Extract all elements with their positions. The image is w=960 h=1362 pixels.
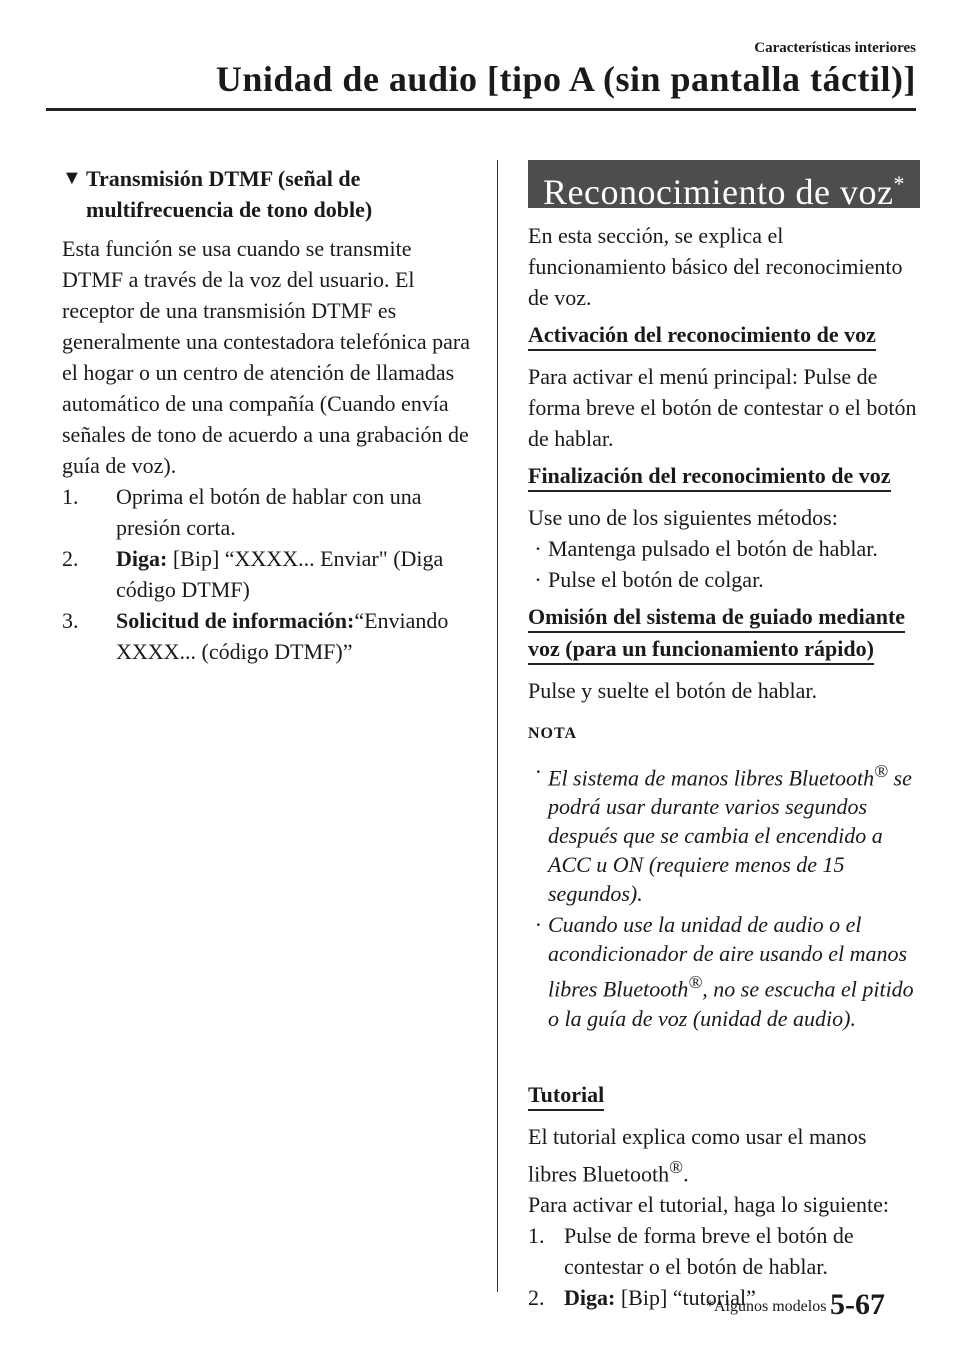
footnote: *Algunos modelos	[706, 1298, 827, 1315]
left-column	[62, 163, 474, 667]
step-number: 1.	[62, 484, 79, 509]
note-text: El sistema de manos libres Bluetooth	[548, 765, 875, 791]
banner-text: Reconocimiento de voz	[543, 172, 894, 212]
tutorial-heading: Tutorial	[528, 1083, 604, 1111]
note-text-cont: se podrá usar durante varios segundos después que se cambia el encendido a ACC u ON (requiere menos de 15 segundos).	[548, 765, 912, 907]
step-text: [Bip] “tutorial”	[615, 1284, 756, 1310]
activation-paragraph: Para activar el menú principal: Pulse de forma breve el botón de contestar o el botón de hablar.	[528, 364, 917, 451]
dtmf-heading	[62, 163, 474, 225]
tutorial-text: El tutorial explica como usar el manos libres Bluetooth	[528, 1123, 867, 1186]
dtmf-heading-text: Transmisión DTMF (señal de multifrecuencia de tono doble)	[86, 166, 373, 222]
note-text-cont: , no se escucha el pitido o la guía de voz (unidad de audio).	[548, 976, 914, 1031]
list-item	[62, 605, 474, 667]
spacer	[528, 1033, 920, 1073]
list-item	[528, 1220, 920, 1282]
step-bold: Diga:	[564, 1284, 616, 1310]
omission-heading-cont: voz (para un funcionamiento rápido)	[528, 637, 874, 665]
bullet-text: Mantenga pulsado el botón de hablar.	[548, 536, 878, 561]
tutorial-text-end: .	[683, 1160, 689, 1186]
section-banner	[528, 160, 920, 212]
note-text: Cuando use la unidad de audio o el acondicionador de aire usando el manos libres Bluetooth	[548, 912, 908, 1002]
column-divider	[497, 160, 498, 1292]
list-item	[528, 564, 920, 595]
step-number: 3.	[62, 608, 79, 633]
triangle-down-icon: ▼	[62, 167, 82, 189]
registered-mark: ®	[874, 761, 889, 781]
list-item	[62, 481, 474, 543]
bullet-icon: ·	[534, 536, 542, 561]
registered-mark: ®	[669, 1156, 684, 1177]
finalization-paragraph: Use uno de los siguientes métodos:	[528, 505, 838, 530]
step-text: “Enviando XXXX... (código DTMF)”	[116, 608, 449, 664]
dtmf-steps	[62, 481, 474, 667]
page-number: 5-67	[830, 1288, 885, 1321]
tutorial-paragraph	[528, 1121, 920, 1189]
omission-heading: Omisión del sistema de guiado mediante	[528, 605, 905, 633]
finalization-heading: Finalización del reconocimiento de voz	[528, 464, 891, 492]
asterisk-mark: *	[893, 171, 905, 196]
intro-paragraph: En esta sección, se explica el funcionamiento básico del reconocimiento de voz.	[528, 223, 903, 310]
bullet-icon: ·	[534, 567, 542, 592]
list-item	[528, 910, 920, 1032]
bullet-icon: ·	[535, 912, 541, 938]
step-text: Oprima el botón de hablar con una presión corta.	[116, 484, 422, 540]
note-list	[528, 757, 920, 1033]
step-bold: Solicitud de información:	[116, 608, 355, 633]
bullet-text: Pulse el botón de colgar.	[548, 567, 764, 592]
note-label: NOTA	[528, 725, 578, 742]
finalization-bullets	[528, 533, 920, 595]
list-item	[528, 757, 920, 908]
step-text: [Bip] “XXXX... Enviar" (Diga código DTMF)	[116, 546, 444, 602]
list-item	[528, 533, 920, 564]
right-column	[528, 160, 920, 1313]
activation-heading: Activación del reconocimiento de voz	[528, 323, 876, 351]
tutorial-paragraph-2: Para activar el tutorial, haga lo siguiente:	[528, 1191, 890, 1217]
page-title: Unidad de audio [tipo A (sin pantalla táctil)]	[215, 59, 916, 99]
header-rule	[46, 108, 916, 111]
step-bold: Diga:	[116, 546, 168, 571]
bullet-icon: ·	[535, 759, 541, 784]
list-item	[62, 543, 474, 605]
step-number: 2.	[528, 1284, 545, 1310]
step-number: 2.	[62, 546, 79, 571]
section-label: Características interiores	[754, 40, 916, 56]
step-number: 1.	[528, 1222, 545, 1248]
dtmf-paragraph: Esta función se usa cuando se transmite DTMF a través de la voz del usuario. El receptor de una transmisión DTMF es generalmente una contestadora telefónica para el hogar o un centro de atención de llamadas automático de una compañía (Cuando envía señales de tono de acuerdo a una grabación de guía de voz).	[62, 236, 470, 478]
step-text: Pulse de forma breve el botón de contestar o el botón de hablar.	[564, 1222, 854, 1279]
registered-mark: ®	[688, 972, 703, 993]
omission-paragraph: Pulse y suelte el botón de hablar.	[528, 678, 817, 703]
